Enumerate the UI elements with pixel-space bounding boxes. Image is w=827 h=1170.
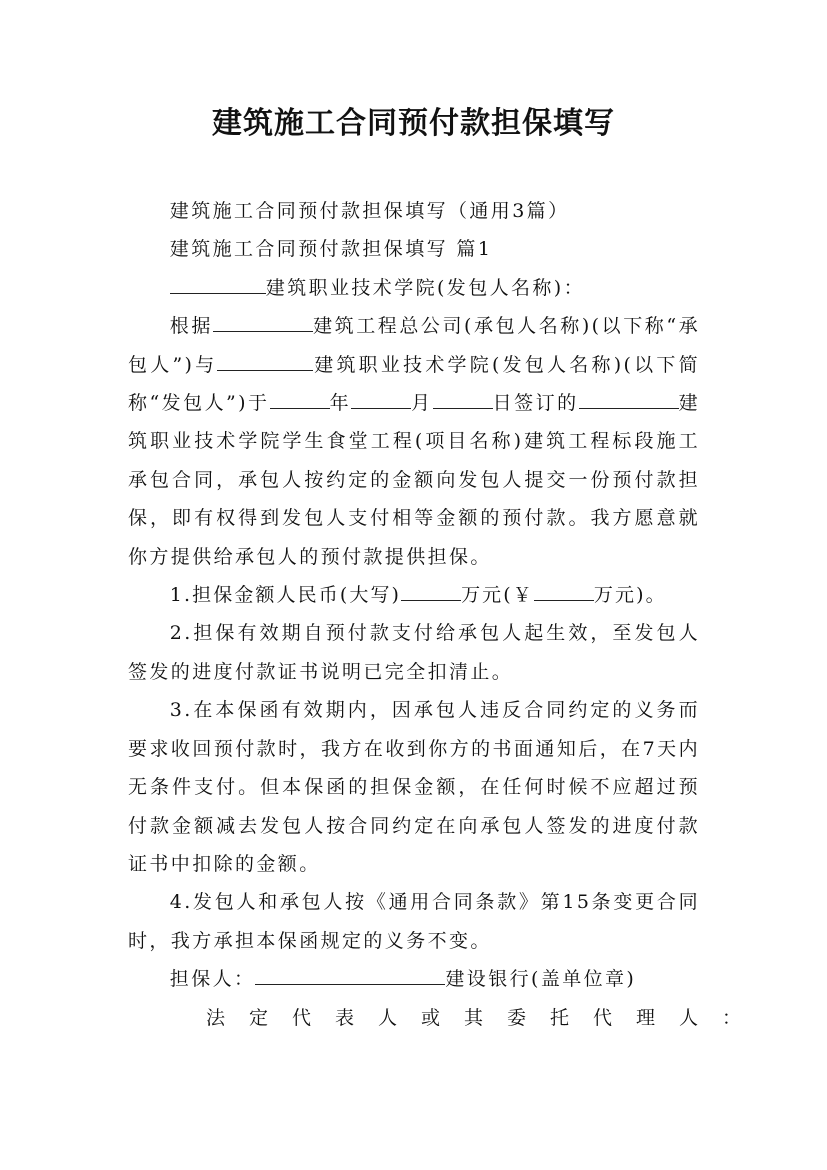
blank-year [270, 388, 330, 409]
text: 万元)。 [593, 584, 667, 607]
item-2: 2.担保有效期自预付款支付给承包人起生效，至发包人签发的进度付款证书说明已完全扣清止。 [128, 622, 700, 683]
blank-amount-number [534, 580, 594, 601]
addressee-text: 建筑职业技术学院(发包人名称)： [265, 276, 586, 299]
text: 1.担保金额人民币(大写) [169, 584, 402, 607]
blank-day [433, 388, 493, 409]
document-title: 建筑施工合同预付款担保填写 [212, 106, 615, 141]
blank-field [170, 273, 266, 294]
guarantor-suffix: 建设银行(盖单位章) [445, 968, 637, 991]
guarantor-line [128, 960, 700, 998]
item-3: 3.在本保函有效期内，因承包人违反合同约定的义务而要求收回预付款时，我方在收到你方的书面通知后，在7天内无条件支付。但本保函的担保金额，在任何时候不应超过预付款金额减去发包人按合同约定在向承包人签发的进度付款证书中扣除的金额。 [128, 699, 700, 875]
text: 根据 [169, 315, 213, 338]
blank-field [579, 388, 679, 409]
text: 建筑工程总公司(承包人名称)(以下称“承包人”)与 [128, 315, 700, 376]
item-1 [128, 576, 700, 614]
blank-field [213, 311, 313, 332]
document-body [128, 192, 766, 1037]
blank-field [217, 350, 313, 371]
paragraph-basis [128, 307, 700, 576]
part-heading: 建筑施工合同预付款担保填写 篇1 [169, 238, 493, 261]
text: 建筑职业技术学院(发包人名称)(以下简称“发包人”)于 [128, 353, 700, 415]
blank-guarantor [255, 964, 445, 985]
text: 建筑职业技术学院学生食堂工程(项目名称)建筑工程标段施工承包合同，承包人按约定的金额向发包人提交一份预付款担保，即有权得到发包人支付相等金额的预付款。我方愿意就你方提供给承包人的预付款提供担保。 [128, 392, 701, 568]
item-4: 4.发包人和承包人按《通用合同条款》第15条变更合同时，我方承担本保函规定的义务不变。 [128, 891, 700, 952]
blank-month [351, 388, 411, 409]
subtitle: 建筑施工合同预付款担保填写（通用3篇） [169, 200, 570, 222]
blank-amount-words [401, 580, 461, 601]
text: 万元(￥ [461, 584, 534, 607]
text: 月 [411, 392, 433, 415]
agent-line: 法定代表人或其委托代理人： [206, 1006, 766, 1029]
addressee-line [128, 269, 700, 307]
guarantor-label: 担保人： [169, 968, 256, 991]
text: 日签订的 [492, 392, 579, 415]
text: 年 [329, 392, 352, 415]
